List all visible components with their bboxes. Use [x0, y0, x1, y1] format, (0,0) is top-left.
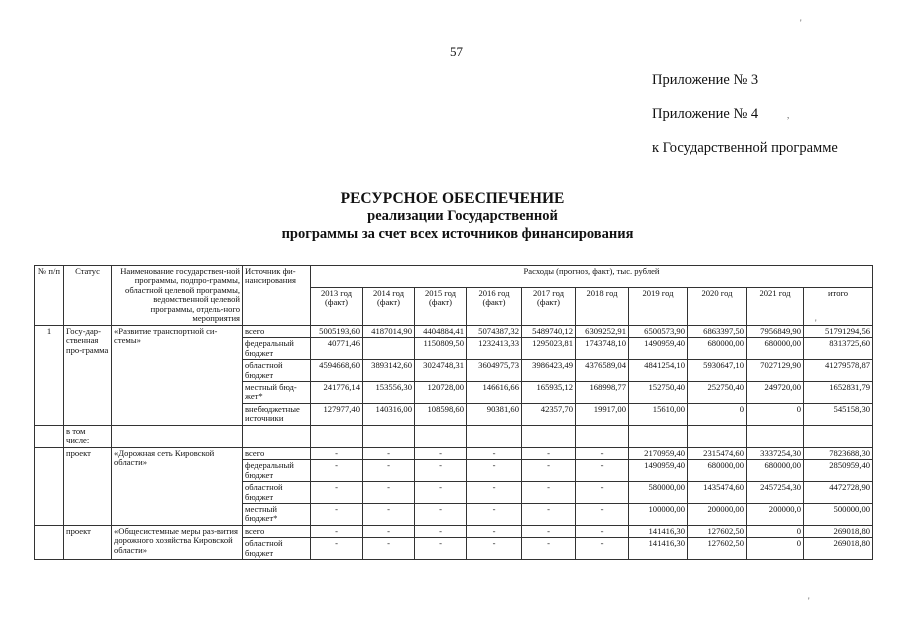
value-cell: - — [363, 503, 415, 525]
empty-cell — [688, 425, 747, 447]
empty-cell — [522, 425, 576, 447]
value-cell: 19917,00 — [576, 403, 629, 425]
empty-cell — [467, 425, 522, 447]
title-line-3: программы за счет всех источников финансирования — [281, 226, 634, 242]
value-cell: 0 — [688, 403, 747, 425]
value-cell: - — [522, 538, 576, 560]
value-cell: - — [576, 538, 629, 560]
value-cell: 4404884,41 — [415, 325, 467, 337]
value-cell: - — [311, 460, 363, 482]
value-cell: 5074387,32 — [467, 325, 522, 337]
empty-cell — [576, 425, 629, 447]
appendix-line-2: Приложение № 4 — [652, 106, 759, 122]
value-cell: - — [415, 460, 467, 482]
empty-cell — [629, 425, 688, 447]
value-cell: 5489740,12 — [522, 325, 576, 337]
value-cell: - — [363, 538, 415, 560]
header-num: № п/п — [35, 266, 64, 326]
value-cell: 141416,30 — [629, 525, 688, 537]
header-year: 2014 год (факт) — [363, 287, 415, 325]
value-cell: 1490959,40 — [629, 460, 688, 482]
value-cell: 140316,00 — [363, 403, 415, 425]
value-cell: - — [415, 482, 467, 504]
value-cell: 7956849,90 — [747, 325, 804, 337]
title-line-1: РЕСУРСНОЕ ОБЕСПЕЧЕНИЕ — [340, 190, 565, 207]
value-cell: - — [415, 503, 467, 525]
value-cell: - — [311, 447, 363, 459]
row-source: всего — [243, 525, 311, 537]
header-year: 2018 год — [576, 287, 629, 325]
value-cell: 3337254,30 — [747, 447, 804, 459]
value-cell: - — [522, 482, 576, 504]
value-cell: - — [467, 525, 522, 537]
value-cell: - — [311, 538, 363, 560]
row-source: областной бюджет — [243, 482, 311, 504]
value-cell: - — [467, 503, 522, 525]
header-status: Статус — [64, 266, 112, 326]
row-source: внебюджетные источники — [243, 403, 311, 425]
value-cell: 6309252,91 — [576, 325, 629, 337]
empty-cell — [243, 425, 311, 447]
row-source: федеральный бюджет — [243, 460, 311, 482]
value-cell: - — [522, 525, 576, 537]
value-cell: - — [576, 460, 629, 482]
value-cell: 3986423,49 — [522, 360, 576, 382]
empty-cell — [363, 425, 415, 447]
value-cell: - — [363, 460, 415, 482]
value-cell: 3893142,60 — [363, 360, 415, 382]
scan-mark: ' — [815, 318, 817, 328]
value-cell: 141416,30 — [629, 538, 688, 560]
value-cell: 4187014,90 — [363, 325, 415, 337]
value-cell: - — [311, 503, 363, 525]
value-cell: 2457254,30 — [747, 482, 804, 504]
value-cell: 42357,70 — [522, 403, 576, 425]
empty-cell — [747, 425, 804, 447]
value-cell: 680000,00 — [688, 460, 747, 482]
value-cell: 249720,00 — [747, 381, 804, 403]
value-cell: 241776,14 — [311, 381, 363, 403]
value-cell: - — [576, 447, 629, 459]
resource-table — [34, 265, 873, 560]
row-name: «Развитие транспортной си-стемы» — [112, 325, 243, 425]
value-cell: - — [467, 460, 522, 482]
value-cell: 1295023,81 — [522, 338, 576, 360]
value-cell: - — [363, 525, 415, 537]
table-row — [35, 447, 873, 459]
value-cell: 1150809,50 — [415, 338, 467, 360]
value-cell: 7027129,90 — [747, 360, 804, 382]
row-number — [35, 425, 64, 447]
table-row — [35, 525, 873, 537]
value-cell: 252750,40 — [688, 381, 747, 403]
value-cell: 545158,30 — [804, 403, 873, 425]
header-year: 2015 год (факт) — [415, 287, 467, 325]
value-cell: 200000,00 — [688, 503, 747, 525]
page-number: 57 — [450, 44, 463, 59]
value-cell: 1743748,10 — [576, 338, 629, 360]
value-cell: 269018,80 — [804, 525, 873, 537]
value-cell: 3604975,73 — [467, 360, 522, 382]
scan-mark: ' — [808, 596, 810, 606]
value-cell: 127602,50 — [688, 525, 747, 537]
value-cell: - — [311, 525, 363, 537]
value-cell: 269018,80 — [804, 538, 873, 560]
value-cell: - — [576, 482, 629, 504]
value-cell: - — [363, 447, 415, 459]
value-cell: 1435474,60 — [688, 482, 747, 504]
value-cell: 15610,00 — [629, 403, 688, 425]
value-cell: 4594668,60 — [311, 360, 363, 382]
value-cell: 0 — [747, 538, 804, 560]
empty-cell — [804, 425, 873, 447]
value-cell: 2315474,60 — [688, 447, 747, 459]
table-row — [35, 325, 873, 337]
row-source: областной бюджет — [243, 360, 311, 382]
value-cell: - — [467, 538, 522, 560]
header-year: 2017 год (факт) — [522, 287, 576, 325]
empty-cell — [311, 425, 363, 447]
header-expenses: Расходы (прогноз, факт), тыс. рублей — [311, 266, 873, 288]
value-cell: 4841254,10 — [629, 360, 688, 382]
value-cell: - — [522, 460, 576, 482]
value-cell — [363, 338, 415, 360]
row-name: «Общесистемные меры раз-вития дорожного хозяйства Кировской области» — [112, 525, 243, 559]
value-cell: - — [363, 482, 415, 504]
value-cell: 100000,00 — [629, 503, 688, 525]
header-year: 2016 год (факт) — [467, 287, 522, 325]
value-cell: 1490959,40 — [629, 338, 688, 360]
value-cell: - — [467, 482, 522, 504]
value-cell: 2850959,40 — [804, 460, 873, 482]
value-cell: 120728,00 — [415, 381, 467, 403]
header-source: Источник фи-нансирования — [243, 266, 311, 326]
value-cell: - — [467, 447, 522, 459]
value-cell: - — [576, 525, 629, 537]
empty-cell — [415, 425, 467, 447]
row-number — [35, 447, 64, 525]
header-year: 2020 год — [688, 287, 747, 325]
appendix-line-3: к Государственной программе — [652, 140, 838, 156]
row-number: 1 — [35, 325, 64, 425]
value-cell: 200000,0 — [747, 503, 804, 525]
value-cell: 8313725,60 — [804, 338, 873, 360]
header-year: 2021 год — [747, 287, 804, 325]
value-cell: 0 — [747, 403, 804, 425]
value-cell: - — [415, 447, 467, 459]
value-cell: - — [576, 503, 629, 525]
value-cell: 680000,00 — [688, 338, 747, 360]
value-cell: - — [415, 525, 467, 537]
row-source: областной бюджет — [243, 538, 311, 560]
row-status: проект — [64, 525, 112, 559]
value-cell: 4472728,90 — [804, 482, 873, 504]
value-cell: 153556,30 — [363, 381, 415, 403]
value-cell: 1232413,33 — [467, 338, 522, 360]
row-number — [35, 525, 64, 559]
header-year: 2013 год (факт) — [311, 287, 363, 325]
value-cell: 90381,60 — [467, 403, 522, 425]
value-cell: - — [522, 447, 576, 459]
appendix-line-1: Приложение № 3 — [652, 72, 759, 88]
row-name: «Дорожная сеть Кировской области» — [112, 447, 243, 525]
value-cell: 5005193,60 — [311, 325, 363, 337]
value-cell: 3024748,31 — [415, 360, 467, 382]
value-cell: 41279578,87 — [804, 360, 873, 382]
value-cell: - — [522, 503, 576, 525]
row-source: всего — [243, 447, 311, 459]
value-cell: 1652831,79 — [804, 381, 873, 403]
value-cell: 580000,00 — [629, 482, 688, 504]
value-cell: 152750,40 — [629, 381, 688, 403]
value-cell: 680000,00 — [747, 338, 804, 360]
table-row — [35, 425, 873, 447]
value-cell: 165935,12 — [522, 381, 576, 403]
including-label: в том числе: — [64, 425, 112, 447]
value-cell: 51791294,56 — [804, 325, 873, 337]
value-cell: 680000,00 — [747, 460, 804, 482]
value-cell: 127602,50 — [688, 538, 747, 560]
empty-cell — [112, 425, 243, 447]
value-cell: 6500573,90 — [629, 325, 688, 337]
value-cell: - — [415, 538, 467, 560]
row-source: федеральный бюджет — [243, 338, 311, 360]
value-cell: 6863397,50 — [688, 325, 747, 337]
scan-mark: , — [787, 110, 790, 120]
value-cell: 108598,60 — [415, 403, 467, 425]
value-cell: 7823688,30 — [804, 447, 873, 459]
scan-mark: ' — [800, 18, 802, 28]
header-year: 2019 год — [629, 287, 688, 325]
row-source: всего — [243, 325, 311, 337]
value-cell: 500000,00 — [804, 503, 873, 525]
header-name: Наименование государствен-ной программы, подпро-граммы, областной целевой программы, ведомственной целевой программы, отдель-ного мероприятия — [112, 266, 243, 326]
header-year: итого — [804, 287, 873, 325]
row-source: местный бюд-жет* — [243, 381, 311, 403]
value-cell: 0 — [747, 525, 804, 537]
value-cell: 127977,40 — [311, 403, 363, 425]
value-cell: 2170959,40 — [629, 447, 688, 459]
value-cell: 5930647,10 — [688, 360, 747, 382]
value-cell: 4376589,04 — [576, 360, 629, 382]
title-line-2: реализации Государственной — [367, 208, 558, 224]
value-cell: 40771,46 — [311, 338, 363, 360]
value-cell: 168998,77 — [576, 381, 629, 403]
row-source: местный бюджет* — [243, 503, 311, 525]
value-cell: - — [311, 482, 363, 504]
row-status: проект — [64, 447, 112, 525]
row-status: Госу-дар-ственная про-грамма — [64, 325, 112, 425]
value-cell: 146616,66 — [467, 381, 522, 403]
